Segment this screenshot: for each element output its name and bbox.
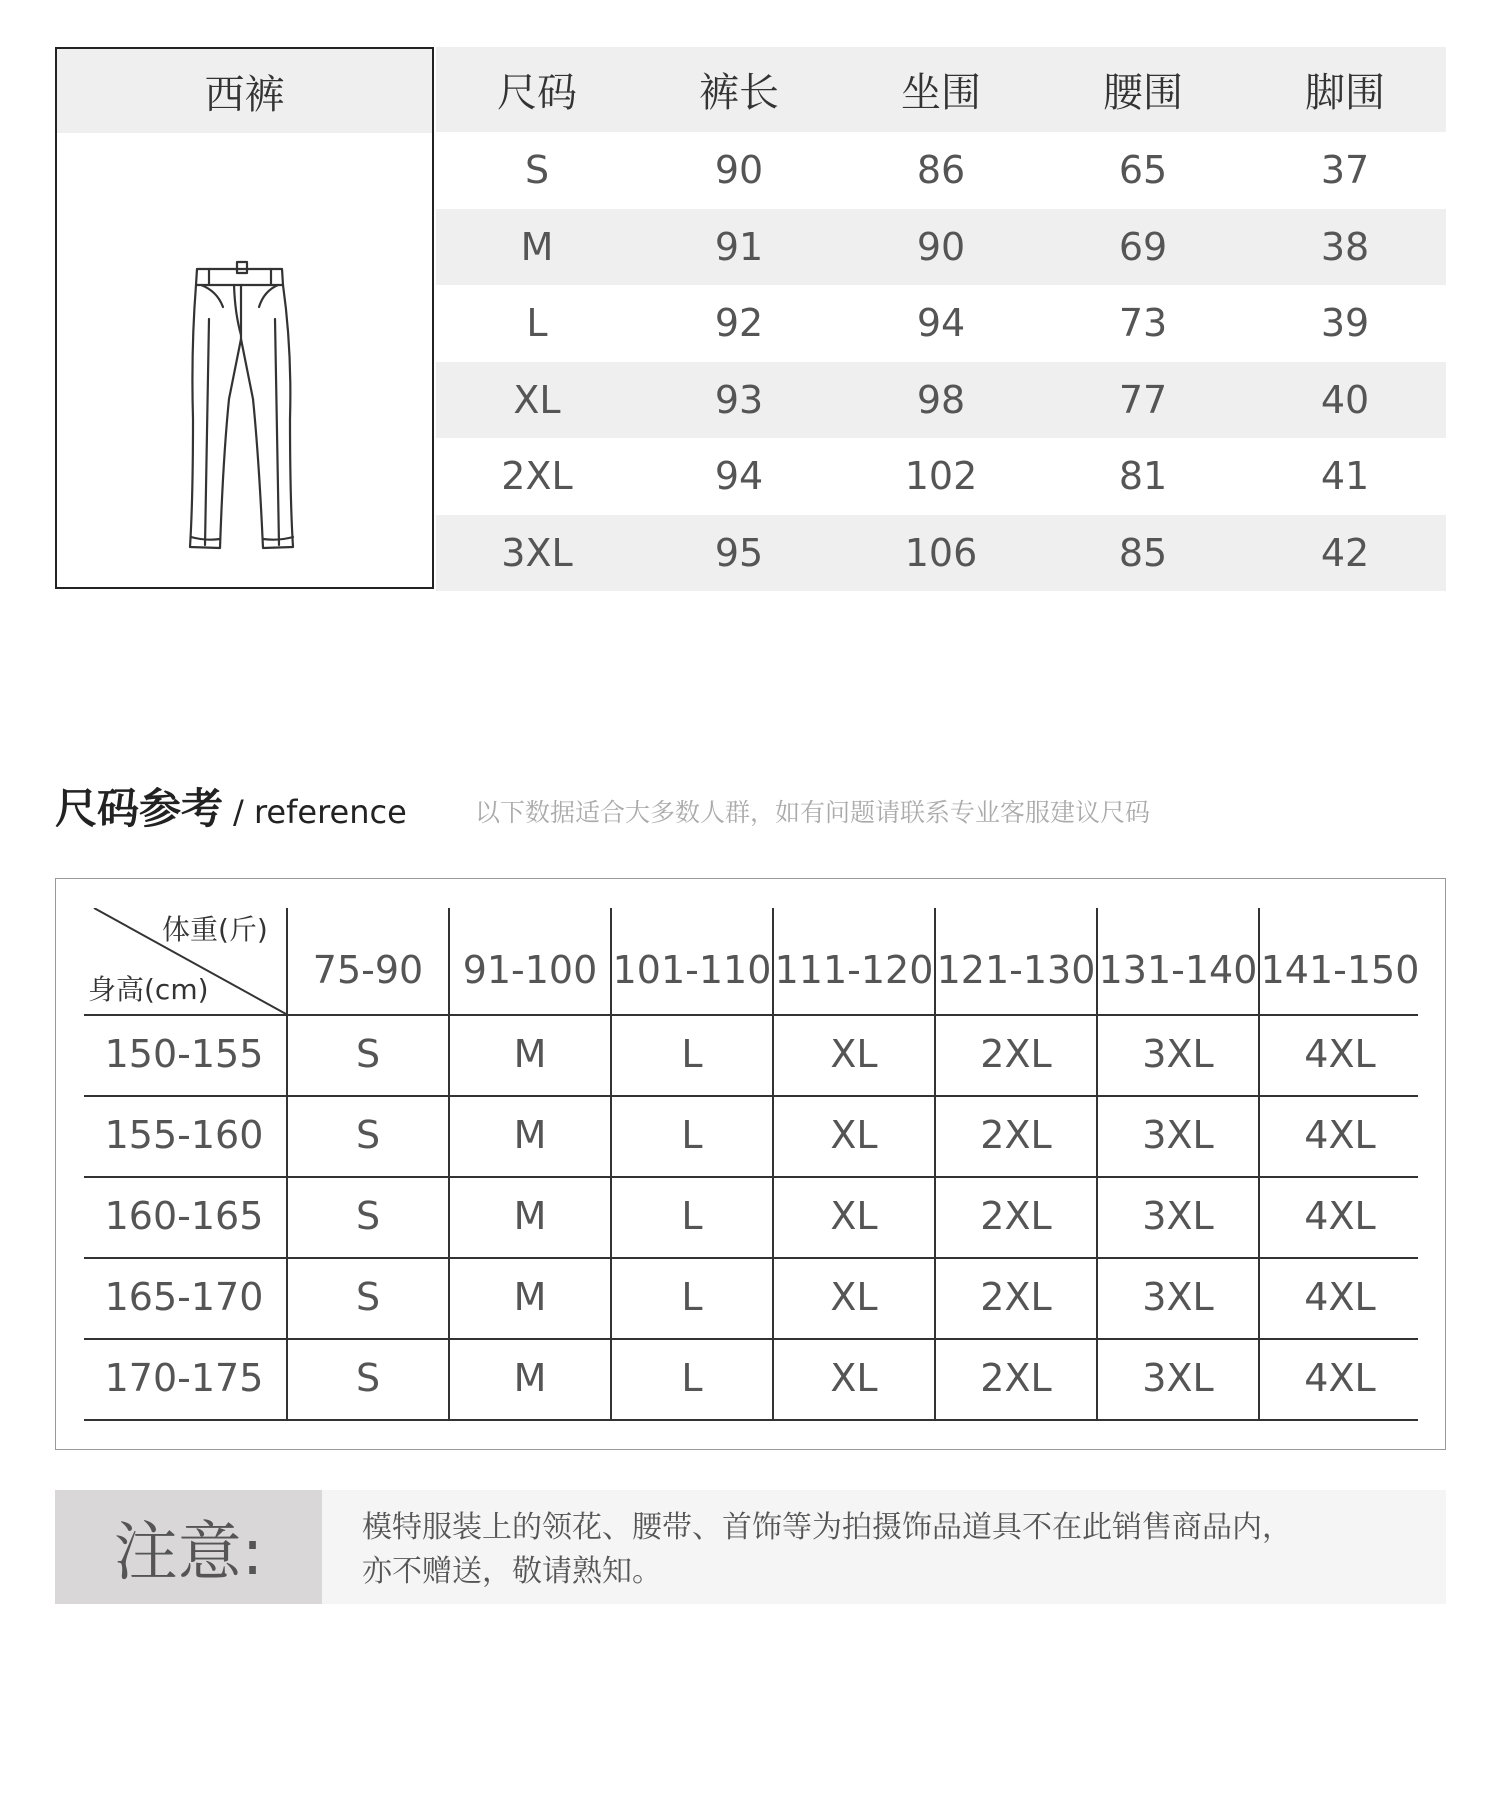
cell: 40 [1320, 377, 1370, 422]
height-label: 160-165 [104, 1194, 264, 1238]
notice-line: 模特服装上的领花、腰带、首饰等为拍摄饰品道具不在此销售商品内， [362, 1510, 1292, 1545]
reference-heading [55, 776, 407, 836]
table-row [436, 285, 1446, 362]
weight-header: 91-100 [462, 948, 598, 992]
cell: 90 [714, 148, 764, 193]
cell: 94 [916, 301, 966, 346]
height-label: 165-170 [104, 1275, 264, 1319]
size-cell: L [681, 1194, 703, 1238]
size-cell: M [513, 1356, 547, 1400]
notice-line: 亦不赠送，敬请熟知。 [362, 1554, 662, 1589]
weight-header: 141-150 [1260, 948, 1420, 992]
size-cell: XL [830, 1194, 878, 1238]
size-cell: M [513, 1032, 547, 1076]
size-table-header [436, 47, 1446, 132]
size-cell: 2XL [980, 1113, 1052, 1157]
cell: 92 [714, 301, 764, 346]
cell: 39 [1320, 301, 1370, 346]
cell: 2XL [501, 454, 573, 499]
size-cell: L [681, 1032, 703, 1076]
cell: 69 [1118, 224, 1168, 269]
corner-weight-label: 体重(斤) [162, 913, 268, 946]
cell: 77 [1118, 377, 1168, 422]
weight-header: 131-140 [1098, 948, 1258, 992]
height-label: 155-160 [104, 1113, 264, 1157]
product-title: 西裤 [57, 49, 432, 133]
size-cell: 3XL [1142, 1113, 1214, 1157]
corner-height-label: 身高(cm) [88, 973, 209, 1006]
size-cell: 3XL [1142, 1032, 1214, 1076]
cell: 86 [916, 148, 966, 193]
size-cell: L [681, 1113, 703, 1157]
cell: 37 [1320, 148, 1370, 193]
cell: 90 [916, 224, 966, 269]
size-cell: 2XL [980, 1356, 1052, 1400]
cell: 85 [1118, 530, 1168, 575]
size-cell: 3XL [1142, 1275, 1214, 1319]
weight-header: 121-130 [936, 948, 1096, 992]
height-label: 150-155 [104, 1032, 264, 1076]
product-image [57, 133, 432, 587]
size-cell: XL [830, 1032, 878, 1076]
trousers-icon [187, 259, 297, 559]
cell: 81 [1118, 454, 1168, 499]
cell: L [526, 301, 548, 346]
size-cell: 2XL [980, 1194, 1052, 1238]
cell: 102 [904, 454, 978, 499]
notice-label: 注意: [55, 1490, 322, 1604]
size-cell: L [681, 1275, 703, 1319]
cell: 94 [714, 454, 764, 499]
size-cell: M [513, 1194, 547, 1238]
header-waist: 腰围 [1103, 70, 1183, 116]
cell: S [524, 148, 550, 193]
size-table [436, 47, 1446, 591]
cell: 73 [1118, 301, 1168, 346]
size-cell: 4XL [1304, 1356, 1376, 1400]
size-cell: 2XL [980, 1275, 1052, 1319]
weight-header: 75-90 [312, 948, 424, 992]
cell: 91 [714, 224, 764, 269]
header-size: 尺码 [497, 70, 577, 116]
cell: 93 [714, 377, 764, 422]
table-row [436, 438, 1446, 515]
size-cell: 3XL [1142, 1356, 1214, 1400]
size-cell: 4XL [1304, 1032, 1376, 1076]
table-row [436, 209, 1446, 286]
reference-subtitle: / reference [233, 793, 407, 831]
cell: 95 [714, 530, 764, 575]
size-cell: XL [830, 1113, 878, 1157]
size-cell: S [355, 1113, 381, 1157]
weight-header: 101-110 [612, 948, 772, 992]
height-label: 170-175 [104, 1356, 264, 1400]
size-cell: M [513, 1113, 547, 1157]
size-cell: 3XL [1142, 1194, 1214, 1238]
reference-note: 以下数据适合大多数人群，如有问题请联系专业客服建议尺码 [475, 798, 1151, 827]
size-cell: S [355, 1275, 381, 1319]
cell: 42 [1320, 530, 1370, 575]
reference-title: 尺码参考 [55, 784, 224, 833]
cell: 106 [904, 530, 978, 575]
header-hem: 脚围 [1305, 70, 1385, 116]
cell: 3XL [501, 530, 573, 575]
weight-header: 111-120 [774, 948, 934, 992]
cell: 65 [1118, 148, 1168, 193]
size-cell: 4XL [1304, 1113, 1376, 1157]
size-cell: S [355, 1194, 381, 1238]
product-panel [55, 47, 434, 589]
table-row [436, 132, 1446, 209]
size-cell: 4XL [1304, 1194, 1376, 1238]
cell: 38 [1320, 224, 1370, 269]
size-cell: S [355, 1356, 381, 1400]
cell: 98 [916, 377, 966, 422]
size-cell: XL [830, 1356, 878, 1400]
size-cell: M [513, 1275, 547, 1319]
table-row [436, 515, 1446, 592]
table-row [436, 362, 1446, 439]
size-cell: 4XL [1304, 1275, 1376, 1319]
cell: M [520, 224, 554, 269]
reference-grid [84, 908, 1418, 1422]
size-cell: 2XL [980, 1032, 1052, 1076]
size-cell: S [355, 1032, 381, 1076]
size-cell: L [681, 1356, 703, 1400]
notice-body [322, 1490, 1446, 1604]
cell: XL [513, 377, 561, 422]
header-hip: 坐围 [901, 70, 981, 116]
cell: 41 [1320, 454, 1370, 499]
size-cell: XL [830, 1275, 878, 1319]
header-length: 裤长 [699, 70, 779, 116]
